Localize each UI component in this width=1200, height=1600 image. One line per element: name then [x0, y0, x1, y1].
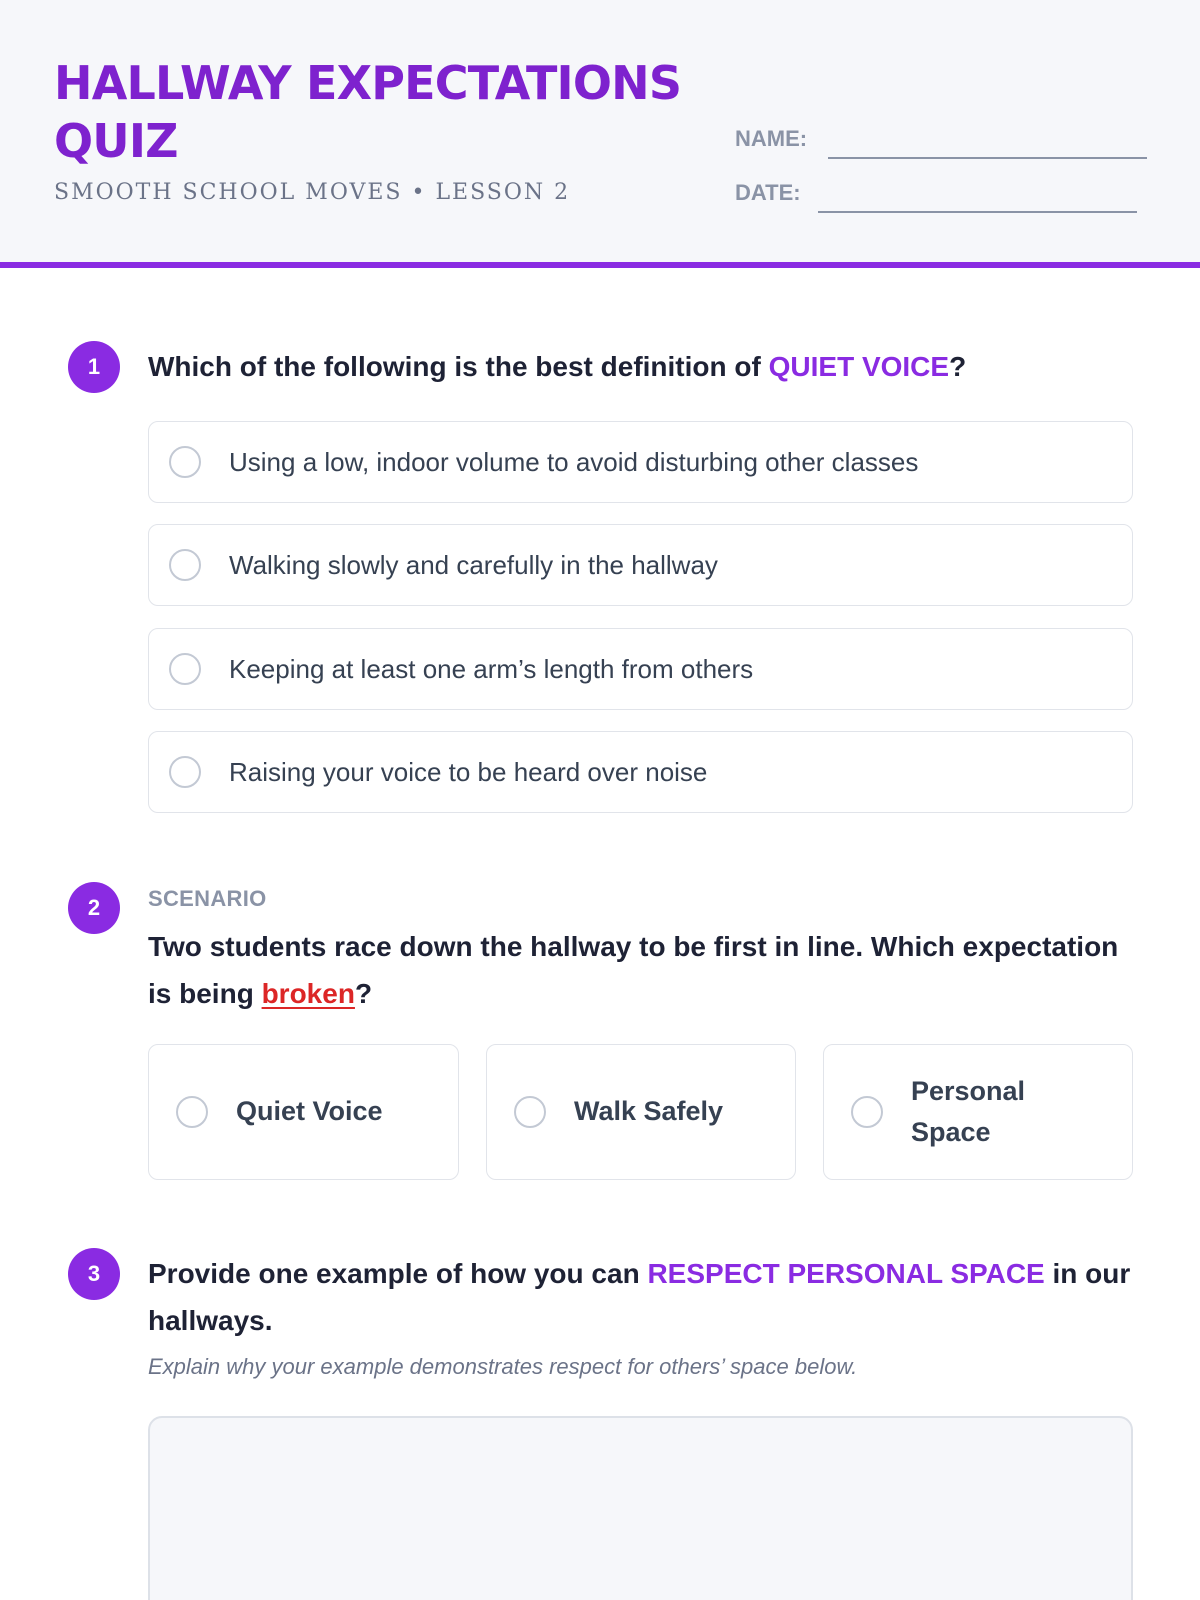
- radio-button[interactable]: [176, 1096, 208, 1128]
- answer-option-label: Keeping at least one arm’s length from others: [229, 654, 754, 684]
- radio-button[interactable]: [169, 756, 201, 788]
- question-text-part: Provide one example of how you can: [148, 1258, 648, 1289]
- answer-option[interactable]: [148, 628, 1133, 710]
- radio-button[interactable]: [169, 653, 201, 685]
- answer-option-label: Walking slowly and carefully in the hallway: [229, 550, 718, 580]
- question-number-badge: 2: [68, 882, 120, 934]
- question-text-part: Which of the following is the best definition of: [148, 351, 769, 382]
- answer-choice-label: Walk Safely: [574, 1096, 724, 1126]
- date-field[interactable]: [818, 211, 1137, 213]
- answer-choice-card[interactable]: [823, 1044, 1133, 1180]
- question-text: [148, 923, 1138, 1017]
- name-label: NAME:: [735, 126, 808, 151]
- instruction-hint: Explain why your example demonstrates respect for others’ space below.: [148, 1354, 858, 1379]
- answer-choice-label: Quiet Voice: [236, 1096, 383, 1126]
- answer-option-label: Raising your voice to be heard over noise: [229, 757, 708, 787]
- name-field[interactable]: [828, 157, 1147, 159]
- quiz-subtitle: SMOOTH SCHOOL MOVES • LESSON 2: [54, 180, 571, 205]
- radio-button[interactable]: [851, 1096, 883, 1128]
- key-term-highlight: QUIET VOICE: [768, 351, 950, 382]
- radio-button[interactable]: [169, 446, 201, 478]
- answer-choice-label: Personal Space: [911, 1075, 1026, 1147]
- question-number-badge: 1: [68, 341, 120, 393]
- question-text-part: in our hallways.: [148, 1258, 1131, 1336]
- question-text: [148, 343, 1138, 390]
- question-text: [148, 1250, 1138, 1344]
- scenario-label: SCENARIO: [148, 886, 267, 911]
- answer-choice-card[interactable]: [486, 1044, 796, 1180]
- key-term-highlight: broken: [261, 978, 355, 1009]
- answer-option[interactable]: [148, 524, 1133, 606]
- quiz-header: [0, 0, 1200, 268]
- answer-option[interactable]: [148, 421, 1133, 503]
- answer-option[interactable]: [148, 731, 1133, 813]
- radio-button[interactable]: [169, 549, 201, 581]
- answer-option-label: Using a low, indoor volume to avoid disturbing other classes: [229, 447, 919, 477]
- date-label: DATE:: [735, 180, 801, 205]
- key-term-highlight: RESPECT PERSONAL SPACE: [647, 1258, 1045, 1289]
- question-text-part: ?: [949, 351, 967, 382]
- question-number-badge: 3: [68, 1248, 120, 1300]
- question-text-part: ?: [354, 978, 373, 1009]
- answer-text-area[interactable]: [148, 1416, 1133, 1600]
- radio-button[interactable]: [514, 1096, 546, 1128]
- question-text-part: Two students race down the hallway to be first in line. Which expectation is being: [148, 931, 1119, 1009]
- quiz-title: HALLWAY EXPECTATIONS QUIZ: [54, 56, 682, 168]
- answer-choice-card[interactable]: [148, 1044, 459, 1180]
